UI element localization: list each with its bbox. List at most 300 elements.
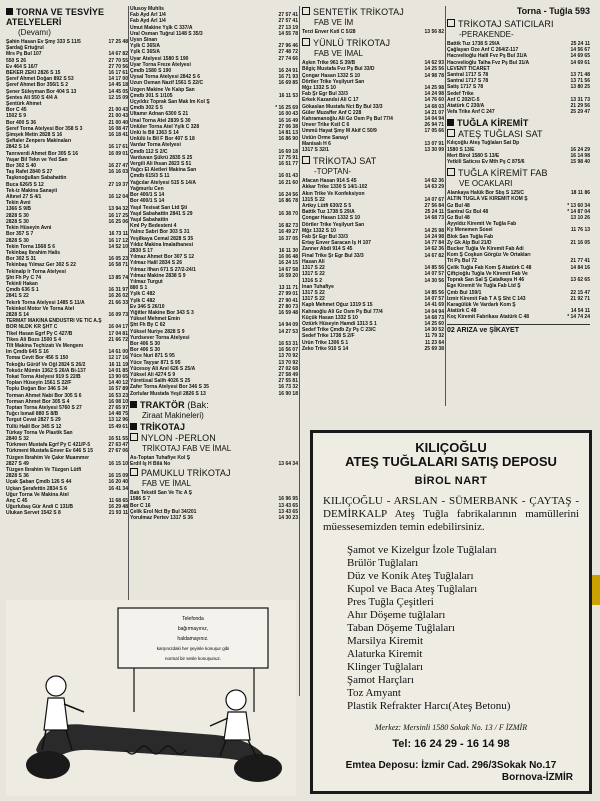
listing-name: Şeref Ahmet Doğan 892 S 53 [6,76,74,83]
listing-name: Tokat Torna Atelyesi 919 S 22/B [6,373,81,380]
listing-phone: 27 55 81 [278,378,298,385]
listing-name: Akkar Trike 1330 S 14/1-102 [302,184,368,191]
listing-phone: 17 04 81 [108,330,128,337]
listing-name: Taş Rafet 2840 S 27 [6,169,53,176]
section-heading: SENTETİK TRİKOTAJ [302,7,444,17]
listing-phone: 16 82 73 [278,223,298,230]
listing-name: Yücesoy Ali Anıl 626 S 25/A [130,365,196,372]
listing-phone: 13 64 34 [278,461,298,467]
listing-phone: 14 55 78 [278,30,298,37]
listing-phone: 16 73 32 [278,384,298,391]
listing-name: Toprak San Sal Ş Çatalkaya H 46 [447,277,525,284]
ad-address: Merkez: Mersinli 1580 Sokak No. 13 / F İZMİR [374,723,528,732]
listing-phone: 14 63 29 [424,184,444,191]
listing-name: Ünlü Is Bil 1363 S 14 [130,130,179,137]
listing-name: Yetkili Saticısı Ev Mth Pş C 875/6 [447,159,525,166]
listing-phone: 16 69 18 [278,148,298,155]
listing-name: Çmdb 112 S 2/C [130,148,168,155]
listing-list [302,178,444,352]
listing-phone: 14 76 60 [424,97,444,104]
listing-name: Yurdsever Torna Atelyesi [130,334,190,341]
listing-phone: 16 08 47 [108,125,128,132]
section-subheading: (Devamı) [18,28,51,37]
listing-name: Gz Bul 48 [447,202,470,209]
listing-name: Vefa Trike Anf C 247 [447,109,495,116]
listing-name: Tekinalp Ir Torna Atelyesi [6,268,66,275]
ad-title: KILIÇOĞLU [415,440,487,455]
square-outline-icon [447,19,455,27]
listing-name: 1502 S 9 [6,113,27,120]
listing-name: Tüzgen İbrahim Ve Çakır Muammer [6,454,90,461]
listing-phone: 16 15 10 [108,460,128,467]
column-1 [6,6,128,601]
listing-name: Santral Gz Bul 48 [447,208,489,215]
listing-phone: 14 25 98 [424,227,444,234]
listing-name: Ulusoy Muhlis [130,6,164,12]
listing-name: Çağlayan Öze Anf C 264/Z-117 [447,47,519,54]
listing-name: Ünver Trike Kstl C 6 [302,122,350,129]
listing-phone: 16 11 30 [278,247,298,254]
listing-phone: 27 65 97 [108,404,128,411]
listing-name: Yağcılar Atelyesi 515 S 14/A [130,179,196,186]
listing-phone: 16 20 40 [108,479,128,486]
listing-phone: 14 17 00 [108,76,128,83]
listing-name: İnan Tuhafiye [302,283,334,290]
listing-name: İzmir Kiremit Fab T A Ş Sht C 143 [447,295,526,302]
listing-name: Şeref Torna Atelyesi Bor 358 S 3 [6,125,83,132]
listing-phone: 16 17 12 [108,237,128,244]
listing-list [6,39,128,517]
listing-name: Anç C 45 [6,498,28,505]
listing-phone: 16 11 19 [108,361,128,368]
listing-name: Ulukan Servet 1542 S 8 [6,510,61,517]
listing-name: Batı Tekstil San Ve Tic A Ş [130,490,192,497]
section-subheading: VE OCAKLARI [459,179,513,189]
listing-name: Vergili Ali İhsan 2823 S 51 [130,161,192,168]
listing-name: LEVENT TİCARET [447,65,490,72]
listing-name: Torman Ahmet Nabi Bor 305 S 6 [6,392,82,399]
listing-name: Uysn Sinan [130,37,158,44]
listing-name: Yeşilkaya Cemal 2828 S 35 [130,235,194,242]
listing-phone: 14 27 53 [278,328,298,335]
listing-phone: 16 69 85 [278,80,298,87]
listing-name: Çmdb 636 S 1 [6,287,39,294]
listing-name: Yiğitler Makine Bor 343 S 3 [130,309,194,316]
listing-phone: 13 94 32 [108,206,128,213]
listing-name: Blok San Tuğla Fab [447,233,494,240]
listing-name: Uçak Şaban Çmdb 126 S 44 [6,479,72,486]
listing-name: Türkmen Mustafa Egrf Py C 421/P-5 [6,442,91,449]
listing-name: Taşkınoğulları Sabahattin [6,175,67,182]
listing-phone: 25 29 47 [570,109,590,116]
listing-phone: 14 54 11 [570,308,590,315]
listing-phone: 14 40 12 [108,380,128,387]
listing-name: Küçük Hasan 1332 S 10 [302,314,358,321]
section-heading: NYLON -PERLON [130,433,298,443]
cartoon-illustration [6,600,296,796]
listing-phone: 18 11 86 [570,190,590,197]
listing-name: Yüksel Ali 4274 S 9 [130,371,176,378]
listing-phone: 16 71 93 [278,74,298,81]
listing-phone: 11 76 13 [570,227,590,234]
square-bullet-icon [447,119,454,126]
listing-name: 1317 S 22 [302,296,325,303]
listing-name: 880 S 1 [130,285,148,292]
listing-name: Tilt Makina Teçhizatı Ve Mengenı [6,342,84,349]
listing-phone: 14 68 73 [424,215,444,222]
listing-phone: 16 04 17 [108,324,128,331]
listing-name: Yüretüsal Salih 4026 S 25 [130,378,191,385]
listing-name: Tekin Avni [6,200,31,207]
listing-name: Yılmaz Makine 2838 S 9 [130,272,186,279]
ad-product-item: Kupol ve Baca Ateş Tuğlaları [347,583,478,595]
listing-phone: 14 30 56 [424,277,444,284]
listing-name: Tekinbaş İbrahim Halis [6,249,61,256]
listing-name: Çmdb 1580 S 190 [130,68,172,75]
listing-name: Tomaı Cevit Bor 456 S 150 [6,355,69,362]
listing-name: 1317 S 32/1 [302,147,329,154]
listing-name: Erkek Kazandsi Ali C 17 [302,97,359,104]
listing-phone: 14 85 56 [424,265,444,272]
listing-phone: 25 24 11 [570,41,590,47]
listing-phone: 13 56 82 [424,29,444,35]
square-outline-icon [130,433,138,441]
listing-name: Bor 400/1 S 14 [130,192,165,199]
listing-name: Aşkın Trike 961 S 39/B [302,60,356,67]
listing-name: Sedef Trike Çmdb Zy Pş C 23/C [302,327,376,334]
ad-product-item: Taban Döşeme Tuğlaları [347,622,455,634]
listing-name: Yılmaz Turgut [130,278,163,285]
section-heading: TRİKOTAJ SAT [302,156,444,166]
listing-name: Uğur Torna Ve Makina Atel [6,491,69,498]
listing-phone: 16 26 02 [108,293,128,300]
listing-name: Tekırlı Torna Atelyesi 1485 S 11/A [6,299,85,306]
listing-row [447,109,590,115]
listing-list [447,190,590,320]
listing-name: Yaşıl Sabahattin 2841 S 29 [130,210,193,217]
listing-name: Mğz 1332 S 10 [302,227,336,234]
listing-phone: 27 63 47 [108,442,128,449]
section-subheading: FAB VE İMAL [142,479,191,489]
section-heading: ATEŞ TUĞLASI SAT [447,129,590,139]
listing-phone: 16 53 23 [108,392,128,399]
listing-name: 2828 S 36 [6,473,29,480]
listing-phone: 13 71 48 [570,72,590,79]
section-subheading: Ziraat Makineleri) [142,410,204,420]
listing-name: Hacıvelioğlu Talha Fvz Pş Bul 31/A [447,59,530,66]
ad-phone: Tel: 16 24 29 - 16 14 98 [392,738,510,750]
listing-phone: 27 57 41 [278,18,298,25]
square-outline-icon [302,38,310,46]
listing-name: Tikel Hasan Egrf Py C 427/B [6,330,73,337]
listing-name: Ünal Torna Atel 2839 S 30 [130,117,191,124]
listing-name: Ürün Trike 1306 S 1 [302,339,349,346]
listing-phone: 14 67 82 [424,252,444,259]
listing-phone: 13 80 25 [570,84,590,91]
listing-name: Bilgiç Mustafa Fvz Pş Bul 33/D [302,66,375,73]
listing-name: Tekinbaş Yılmaz Ger 302 S 22 [6,262,76,269]
listing-phone: 16 56 07 [278,347,298,354]
listing-name: Bor 406 S 30 [130,340,161,347]
listing-phone: 13 90 65 [108,373,128,380]
listing-name: Şeftaler Zenpers Makinaları [6,138,72,145]
listing-name: Ky Menemen Sosei [447,227,493,234]
listing-name: Alankaya Halük Bor Sbş S 125/C [447,190,524,197]
listing-name: Ünlülü Is Bil F Bor 407 S 18 [130,136,195,143]
listing-list [302,60,444,153]
listing-phone: 13 85 74 [108,274,128,281]
listing-name: 2830 S 17 [130,247,153,254]
listing-phone: 15 49 61 [108,423,128,430]
listing-name: Çongar Hasan 1332 S 10 [302,215,361,222]
listing-phone: 14 52 10 [108,243,128,250]
sign-line-3: karşınızdaki her şeyinle konuşur gibi [156,646,230,651]
section-heading: TUĞLA KİREMİT FAB [447,168,590,178]
listing-phone: 27 57 41 [278,12,298,19]
listing-name: 550 S 26 [6,57,27,64]
listing-name: Yaşıl Tesisat San Ltd Şti [130,204,188,211]
listing-phone: 13 30 99 [424,147,444,154]
listing-name: Vardar Torna Atelyesi [130,142,181,149]
listing-name: Şentürk Ahmet [6,101,42,108]
listing-phone: 16 51 55 [108,436,128,442]
square-bullet-icon [6,8,13,15]
listing-name: 2828 S 30 [6,212,29,219]
listing-phone: 14 07 57 [424,271,444,278]
listing-phone: * 14 74 24 [567,314,590,321]
listing-name: Fab Şr Egr Bul 33/3 [302,234,348,241]
listing-row [302,147,444,153]
listing-phone: 16 09 73 [108,311,128,318]
ad-product-item: Toz Amyant [347,687,401,699]
listing-phone: 13 43 65 [278,502,298,509]
listing-name: Yşlk C 365/A [130,49,161,56]
listing-phone: 14 81 13 [278,130,298,137]
listing-name: Terzi Enver Kstl C 5/28 [302,29,356,35]
section-subheading: FAB VE İMAL [314,49,363,59]
listing-phone: 16 24 91 [278,68,298,75]
section-heading: TRİKOTAJ [130,422,298,432]
listing-phone: 14 48 75 [108,411,128,418]
sign-line-1: bağırmayınız, [177,626,209,632]
listing-name: Kahraoğlu Ali Gz Osm Pş Bul 77/4 [302,308,383,315]
section-heading: PAMUKLU TRİKOTAJ [130,468,298,478]
listing-name: Bor C 45 [6,107,27,114]
column-3 [302,6,444,426]
listing-phone: 14 30 23 [278,515,298,522]
listing-name: Koç Kiremit Fabrikası Atatürk C 48 [447,314,530,321]
listing-name: Bor 400/1 S 14 [130,198,165,205]
listing-list [447,41,590,115]
listing-name: Kaplı Mehmet Oğuz 1319 S 15 [302,302,373,309]
listing-phone: 14 56 67 [570,47,590,54]
listing-phone: 14 07 67 [424,196,444,203]
listing-name: Tokoğlu Gürüf Ve Oğl 2824 S 26/2 [6,361,86,368]
listing-phone: 14 04 94 [424,116,444,123]
ad-depot: Emtea Deposu: İzmir Cad. 296/3Sokak No.17 Bornova-İZMİR [345,760,573,783]
listing-name: Şardağ Ertuğrul [6,45,44,52]
listing-phone: 16 37 05 [278,235,298,242]
listing-phone: 17 05 66 [424,128,444,135]
listing-name: Tekin Hüseyin Avni [6,225,52,232]
listing-phone: 14 07 57 [424,296,444,303]
listing-phone: 27 19 37 [108,181,128,188]
listing-phone: 25 24 11 [424,209,444,216]
listing-name: Torman Ahmet Bor 305 S 4 [6,398,70,405]
listing-name: Turgut Cevat 2827 S 29 [6,417,61,424]
listing-row [447,314,590,320]
listing-list [302,29,444,35]
listing-name: Yılmaz İlhan 671 S 27/2-24/1 [130,266,196,273]
listing-phone: 27 13 19 [278,24,298,31]
listing-phone: 13 12 96 [108,417,128,424]
listing-phone: 16 73 11 [108,231,128,238]
listing-name: Öztürk Hüseyin Hamdi 1313 S 1 [302,320,377,327]
listing-phone: 26 94 71 [424,122,444,129]
listing-name: Üçkan Şerafettin 2834 S 6 [6,485,67,492]
listing-phone: 16 59 48 [278,309,298,316]
listing-name: Toksöz Mümin 1362 S 26/A Bi-137 [6,367,86,374]
section-heading: TORNA VE TESVİYE ATELYELERİ [6,7,105,27]
square-outline-icon [302,7,310,15]
listing-row [6,510,128,516]
square-outline-icon [302,156,310,164]
listing-name: 2840 S 32 [6,436,29,442]
listing-phone: 27 48 72 [278,49,298,56]
section-subheading: -PERAKENDE- [459,30,514,39]
listing-row [130,391,298,397]
listing-name: Bor 400 S 36 [6,119,37,126]
listing-name: 2842 S 14 [6,144,29,151]
telephone-cartoon-icon [6,600,296,796]
listing-name: Karagülük Ve Vardarlı Kom Ş [447,301,516,308]
listing-name: TERMAT MAKİNA ENDÜSTRİ VE TİC A.Ş [6,318,102,325]
listing-row [130,461,298,467]
listing-phone: 13 43 65 [278,508,298,515]
ad-product-item: Ahır Döşeme tuğlaları [347,609,446,621]
listing-name: ALTIN TUĞLA VE KİREMİT KOM Ş [447,196,528,203]
listing-name: Ümmü Hayat Şmy M Akif C 50/9 [302,128,377,135]
listing-phone: 16 57 89 [108,386,128,393]
section-subheading: -TOPTAN- [314,167,352,177]
listing-name: Şht Fh Py C 74 [6,274,42,281]
listing-row [302,346,444,352]
square-bullet-icon [130,401,137,408]
listing-name: Yüksel Nuriye 2828 S 9 [130,328,185,335]
section-subheading: FAB VE İM [314,18,354,27]
listing-name: Yşlk C 482 [130,291,156,298]
listing-phone: 13 07 91 [424,140,444,147]
sign-line-0: Telefonda [182,616,204,622]
listing-phone: 14 94 09 [278,322,298,329]
listing-phone: 13 62 65 [570,277,590,284]
listing-phone: 27 70 55 [108,57,128,64]
listing-phone: 16 16 49 [278,117,298,124]
listing-name: Umut Makine Yşlk C 337/A [130,24,193,31]
sign-line-2: haldamayınız. [177,636,209,642]
listing-phone: 16 53 31 [278,340,298,347]
page-edge-tab [592,575,600,605]
ad-product-item: Alaturka Kiremit [347,648,423,660]
listing-phone: 16 16 03 [108,169,128,176]
listing-name: Tikes Ali Bozs 1500 S 4 [6,336,62,343]
listing-name: Uzun Osman Nazif 1561 S 22/C [130,80,204,87]
listing-name: Buca 626/5 S 12 [6,181,44,188]
listing-name: 1580 S 13/E [447,146,475,153]
listing-name: Çmdb 301 S 1/105 [130,92,173,99]
listing-phone: 27 67 06 [108,448,128,455]
listing-name: Şeref Ahmet Bor 356/1 S 2 [6,82,69,89]
listing-name: Ural Osman Tuğrul 1148 S 35/3 [130,30,203,37]
listing-phone: 21 93 11 [108,510,128,517]
listing-name: Dörtler Trike Yeşilyurt San [302,221,365,228]
listing-name: Uyar Atelyesi 1580 S 190 [130,55,189,62]
listing-name: Bor 302 S 40 [6,163,37,170]
listing-phone: * 14 87 04 [567,208,590,215]
listing-name: Yalnız Sabri Bor 303 S 31 [130,229,190,236]
ad-product-item: Brülör Tuğlaları [347,557,419,569]
listing-name: Gz Bul 48 [447,215,470,222]
listing-phone: 16 01 43 [278,173,298,180]
listing-phone: 16 15 09 [108,473,128,480]
listing-phone: 16 21 60 [278,179,298,186]
listing-name: Varduvan Şükrü 2835 S 25 [130,154,193,161]
listing-phone: 16 14 98 [570,152,590,159]
listing-phone: 14 98 78 [424,72,444,79]
listing-phone: 16 51 77 [278,161,298,168]
listing-name: Zanner Abdi 914 S 45 [302,246,353,253]
listing-list [130,455,298,467]
column-divider [128,6,129,601]
listing-phone: 13 71 56 [570,78,590,85]
listing-name: Yağcı El Aletleri Makina San [130,167,197,174]
listing-name: 1316 S 2 [302,277,323,284]
listing-phone: 16 90 18 [278,390,298,397]
listing-name: Uzgen Makine Ve Kalıp San [130,86,195,93]
listing-phone: 17 75 91 [278,154,298,161]
listing-name: Tek-iz Makina Sanayii [6,187,58,194]
listing-name: Atatürk C 230/A [447,103,485,110]
listing-phone: 14 67 82 [108,51,128,58]
listing-phone: 12 15 09 [108,94,128,101]
listing-phone: 16 12 04 [108,194,128,201]
listing-name: Fab Ayd Arl 1/4 [130,18,166,25]
listing-phone: 21 00 43 [108,113,128,120]
listing-name: Yılmaz Halil 2834 S 26 [130,260,182,267]
listing-phone: 16 49 27 [278,229,298,236]
listing-name: Kılıçoğlu Ateş Tuğlaları Sat Dp [447,140,520,147]
ad-owner: BİROL NART [414,475,488,487]
listing-name: Çelik Tuğla Fab Kom Ş Atatürk C 48 [447,264,532,271]
listing-phone: 14 69 61 [570,59,590,66]
listing-name: BOR NLDK KR ŞHT C [6,324,58,331]
listing-phone: 27 02 68 [278,365,298,372]
listing-name: Uğurlubaş Gür Andi C 131/B [6,504,74,511]
listing-phone: 16 59 20 [278,272,298,279]
listing-name: Battik Tuz 1738 S 29/A [302,209,355,216]
listing-phone: 13 70 92 [278,353,298,360]
listing-name: Üstün Örme Sanayi [302,134,349,141]
listing-name: Manisalı H 6 [302,140,331,147]
listing-name: Tekinkol Motor Ve Torna Atel [6,305,74,312]
listing-name: Çmdb 615/3 S 11 [130,173,170,180]
listing-phone: 14 62 36 [424,178,444,185]
listing-name: Yıldız Makina İmalathanesi [130,241,194,248]
listing-row [302,29,444,35]
listing-phone: 27 96 46 [278,43,298,50]
listing-name: Akın Trike Ve Konfeksiyon [302,190,365,197]
listing-phone: 16 29 48 [108,504,128,511]
